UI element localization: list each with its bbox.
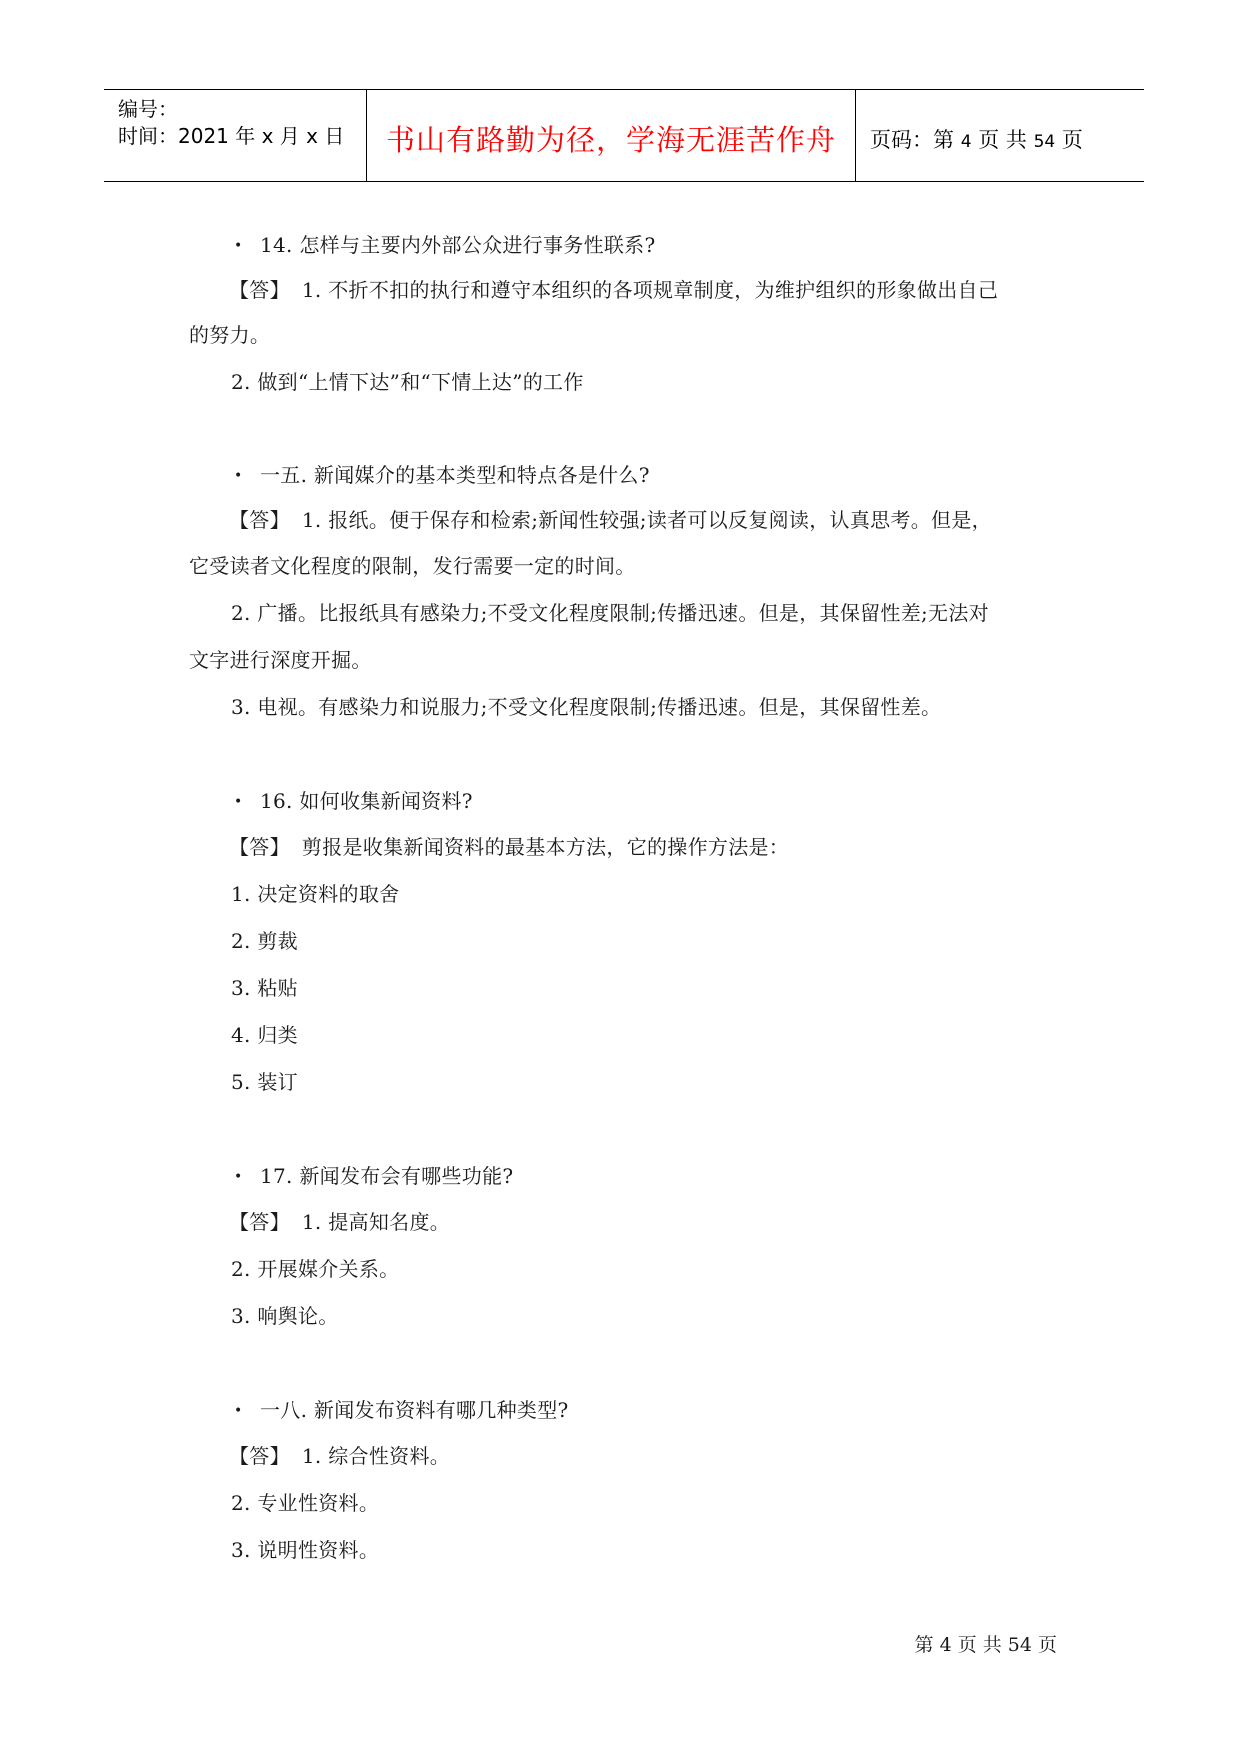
answer-tag: 【答】 — [229, 508, 290, 532]
question-17 — [234, 1163, 513, 1190]
header-meta-cell — [104, 90, 367, 181]
time-label: 时间：2021 年 x 月 x 日 — [118, 124, 345, 148]
answer-line — [229, 834, 789, 860]
answer-line: 3. 说明性资料。 — [231, 1538, 380, 1562]
answer-line — [229, 507, 992, 533]
answer-text: 1. 报纸。便于保存和检索;新闻性较强;读者可以反复阅读，认真思考。但是， — [301, 508, 992, 532]
header-motto-cell — [367, 90, 856, 181]
question-18 — [234, 1397, 569, 1424]
answer-line: 3. 响舆论。 — [231, 1304, 339, 1328]
question-text: 17. 新闻发布会有哪些功能? — [260, 1164, 514, 1188]
answer-tag: 【答】 — [229, 835, 290, 859]
question-15 — [234, 462, 650, 489]
question-text: 一五. 新闻媒介的基本类型和特点各是什么? — [260, 463, 650, 487]
page-current: 4 — [960, 132, 972, 152]
answer-line: 文字进行深度开掘。 — [189, 648, 372, 672]
question-text: 16. 如何收集新闻资料? — [260, 789, 473, 813]
document-header — [104, 89, 1144, 182]
answer-text: 剪报是收集新闻资料的最基本方法，它的操作方法是： — [301, 835, 790, 859]
answer-line: 3. 粘贴 — [231, 976, 298, 1000]
number-label: 编号： — [118, 97, 178, 121]
answer-tag: 【答】 — [229, 1210, 290, 1234]
page-prefix: 页码：第 — [870, 128, 954, 152]
question-text: 14. 怎样与主要内外部公众进行事务性联系? — [260, 233, 656, 257]
answer-line: 1. 决定资料的取舍 — [231, 882, 400, 906]
page-suffix: 页 — [1061, 128, 1083, 152]
motto: 书山有路勤为径，学海无涯苦作舟 — [385, 123, 836, 157]
page-mid: 页 共 — [978, 128, 1027, 152]
answer-line: 它受读者文化程度的限制，发行需要一定的时间。 — [189, 554, 636, 578]
page-total: 54 — [1033, 132, 1056, 152]
answer-line: 4. 归类 — [231, 1023, 298, 1047]
bullet-icon: • — [234, 1403, 243, 1419]
page-indicator — [870, 124, 1083, 154]
bullet-icon: • — [234, 1169, 243, 1185]
answer-text: 1. 综合性资料。 — [301, 1444, 451, 1468]
answer-line — [229, 1443, 450, 1469]
answer-line: 5. 装订 — [231, 1070, 298, 1094]
answer-line: 2. 广播。比报纸具有感染力;不受文化程度限制;传播迅速。但是，其保留性差;无法对 — [231, 601, 989, 625]
answer-line: 2. 开展媒介关系。 — [231, 1257, 400, 1281]
bullet-icon: • — [234, 794, 243, 810]
bullet-icon: • — [234, 468, 243, 484]
answer-text: 1. 不折不扣的执行和遵守本组织的各项规章制度，为维护组织的形象做出自己 — [301, 278, 999, 302]
question-16 — [234, 788, 473, 815]
answer-line — [229, 277, 998, 303]
answer-line: 2. 专业性资料。 — [231, 1491, 380, 1515]
answer-line: 2. 剪裁 — [231, 929, 298, 953]
page-footer: 第 4 页 共 54 页 — [914, 1634, 1057, 1656]
answer-tag: 【答】 — [229, 1444, 290, 1468]
bullet-icon: • — [234, 238, 243, 254]
header-page-cell — [856, 90, 1144, 181]
question-14 — [234, 232, 656, 259]
question-text: 一八. 新闻发布资料有哪几种类型? — [260, 1398, 569, 1422]
answer-text: 1. 提高知名度。 — [301, 1210, 451, 1234]
answer-line: 3. 电视。有感染力和说服力;不受文化程度限制;传播迅速。但是，其保留性差。 — [231, 695, 942, 719]
answer-line: 的努力。 — [189, 323, 271, 347]
answer-line — [229, 1209, 450, 1235]
answer-line: 2. 做到“上情下达”和“下情上达”的工作 — [231, 370, 584, 394]
answer-tag: 【答】 — [229, 278, 290, 302]
